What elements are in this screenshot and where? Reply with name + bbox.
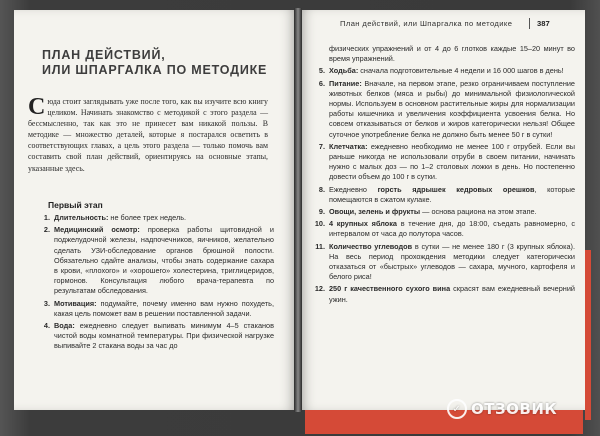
item-label: Количество углеводов (329, 241, 413, 251)
item-text: проверка работы щитовидной и поджелудочной железы, надпочечников, яичников, желательно сделать УЗИ-обследование органов брюшной полости. Обязательно сдайте анализы, чтобы знать содержание сахара в крови, «плохого» и «хорошего» холестерина, триглицеридов, гормонов. Консультация любого врача-терапевта по результатам обследования. (54, 225, 274, 296)
item-number: 8. (318, 184, 325, 194)
list-item (303, 142, 575, 183)
book-cover-side (585, 250, 591, 420)
list-item (303, 284, 575, 304)
list-item (28, 321, 274, 352)
item-number: 5. (318, 66, 325, 76)
list-item (28, 299, 274, 319)
item-number: 4. (43, 321, 50, 331)
item-text: Ежедневно (329, 184, 378, 194)
drop-cap: С (28, 94, 46, 120)
list-item (303, 185, 575, 205)
item-label: Ходьба: (329, 66, 359, 76)
chapter-title (42, 48, 272, 78)
item-number: 7. (318, 141, 325, 151)
item-number: 3. (43, 298, 50, 308)
otzovik-logo-icon: ✓ (447, 399, 467, 419)
item-label: горсть ядрышек кедровых орешков (377, 184, 535, 194)
item-text: не более трех недель. (108, 213, 187, 222)
item-label: Мотивация: (54, 298, 97, 308)
intro-paragraph (28, 96, 268, 174)
chapter-title-line-2: ИЛИ ШПАРГАЛКА ПО МЕТОДИКЕ (42, 63, 268, 77)
item-label: Овощи, зелень и фрукты (329, 207, 421, 217)
running-head: План действий, или Шпаргалка по методике (340, 19, 513, 28)
item-text-2: , которые помещаются в сжатом кулаке. (329, 184, 576, 204)
item-label: 250 г качественного сухого вина (329, 284, 451, 294)
book-gutter (294, 8, 302, 412)
left-item-list (28, 213, 274, 354)
list-item (303, 66, 575, 76)
item-number: 12. (314, 284, 325, 294)
item-label: 4 крупных яблока (329, 219, 397, 229)
item-text: скрасят вам ежедневный вечерний ужин. (329, 284, 575, 304)
item-number: 1. (43, 213, 50, 222)
item-number: 2. (43, 225, 50, 235)
right-item-list (303, 44, 575, 307)
list-item (303, 207, 575, 217)
item-text: — основа рациона на этом этапе. (420, 207, 537, 217)
otzovik-watermark (447, 398, 557, 420)
list-item (303, 219, 575, 239)
item-text: в течение дня, до 18:00, съедать равномерно, с интервалом от часа до полутора часов. (329, 219, 576, 239)
list-item (303, 242, 575, 283)
list-item (303, 79, 575, 140)
item-number: 11. (315, 241, 325, 251)
list-item (28, 225, 274, 296)
item-number: 6. (318, 78, 325, 88)
item-text: в сутки — не менее 180 г (3 крупных яблока). На весь период прохождения методики следует категорически отказаться от «быстрых» углеводов — сахара, мучного, картофеля и белого риса! (329, 241, 575, 282)
item-text: ежедневно следует выпивать минимум 4–5 стаканов чистой воды комнатной температуры. При физической нагрузке выпивайте 2 стакана воды за час до (54, 321, 274, 351)
item-text: Вначале, на первом этапе, резко ограничиваем поступление животных белков (мяса и рыбы) до минимальной физиологической нормы. Используем в основном растительные жиры для нормализации работы кишечника и увеличения коэффициента усвоения белка. Но совсем отказываться от белков и жиров категорически нельзя! Общее суточное употребление белка не должно быть менее 50 г в сутки! (329, 78, 575, 139)
item-text: ежедневно необходимо не менее 100 г отрубей. Если вы раньше никогда не использовали отруби в своем питании, начинать нужно с малых доз — по 1–2 столовых ложки в день. Но постепенно довести объем до 100 г в сутки. (329, 141, 575, 182)
item-label: Длительность: (54, 213, 109, 222)
page-number: 387 (537, 19, 550, 28)
item-number: 10. (314, 219, 325, 229)
item-label: Питание: (329, 78, 362, 88)
item-continuation: физических упражнений и от 4 до 6 глотков каждые 15–20 минут во время упражнений. (329, 44, 575, 64)
item-number: 9. (318, 207, 325, 217)
stage-heading: Первый этап (48, 200, 103, 210)
item-label: Медицинский осмотр: (54, 225, 140, 235)
item-text: сначала подготовительные 4 недели и 16 000 шагов в день! (358, 66, 564, 76)
running-head-divider (529, 18, 530, 29)
watermark-text: ОТЗОВИК (471, 400, 558, 418)
chapter-title-line-1: ПЛАН ДЕЙСТВИЙ, (42, 48, 166, 62)
list-item (28, 213, 274, 223)
item-label: Клетчатка: (329, 141, 368, 151)
item-label: Вода: (54, 321, 75, 331)
intro-text: юда стоит заглядывать уже после того, как вы изучите всю книгу целиком. Начинать знакомство с методикой с этого раздела — бессмысленно, так как это не принесет вам никакой пользы. В методике — множество деталей, которые я постарался осветить в соответствующих главах, а цель этого раздела — только помочь вам составить свой план действий, ориентируясь на основные этапы, указанные здесь. (28, 97, 268, 173)
item-text: подумайте, почему именно вам нужно похудеть, какая цель поможет вам в решении поставленной задачи. (54, 298, 274, 318)
